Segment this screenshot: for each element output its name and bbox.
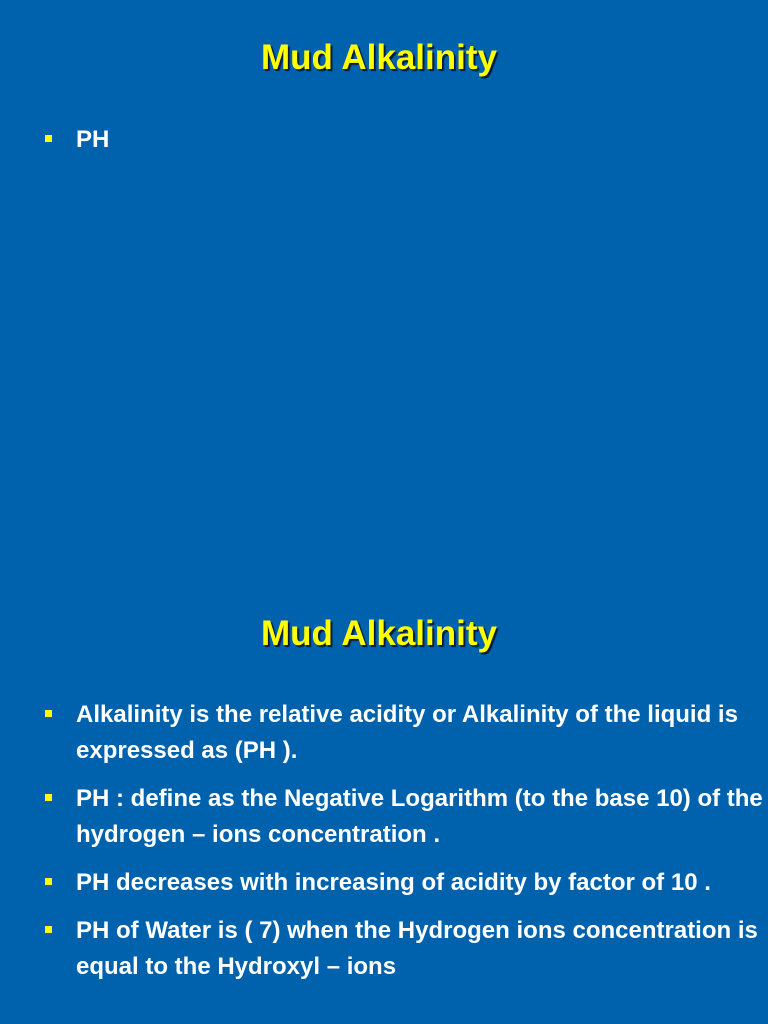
bullet-item bbox=[0, 781, 766, 853]
bullet-text: PH bbox=[76, 126, 110, 153]
bullet-square-icon bbox=[45, 878, 52, 885]
bullet-square-icon bbox=[45, 926, 52, 933]
bullet-text: PH decreases with increasing of acidity by factor of 10 . bbox=[76, 869, 711, 896]
slide-title: Mud Alkalinity bbox=[261, 614, 497, 653]
slide-2 bbox=[0, 576, 768, 1024]
bullet-item bbox=[0, 865, 766, 901]
bullet-text: PH of Water is ( 7) when the Hydrogen ions concentration is equal to the Hydroxyl – ions bbox=[76, 917, 758, 980]
bullet-square-icon bbox=[45, 794, 52, 801]
bullet-item bbox=[0, 913, 766, 985]
bullet-square-icon bbox=[45, 135, 52, 142]
bullet-item bbox=[0, 122, 766, 158]
bullet-square-icon bbox=[45, 710, 52, 717]
bullet-list bbox=[0, 697, 766, 997]
bullet-text: Alkalinity is the relative acidity or Alkalinity of the liquid is expressed as (PH ). bbox=[76, 701, 738, 764]
bullet-text: PH : define as the Negative Logarithm (to the base 10) of the hydrogen – ions concentration . bbox=[76, 785, 763, 848]
bullet-list bbox=[0, 122, 766, 170]
slide-title: Mud Alkalinity bbox=[261, 38, 497, 77]
bullet-item bbox=[0, 697, 766, 769]
